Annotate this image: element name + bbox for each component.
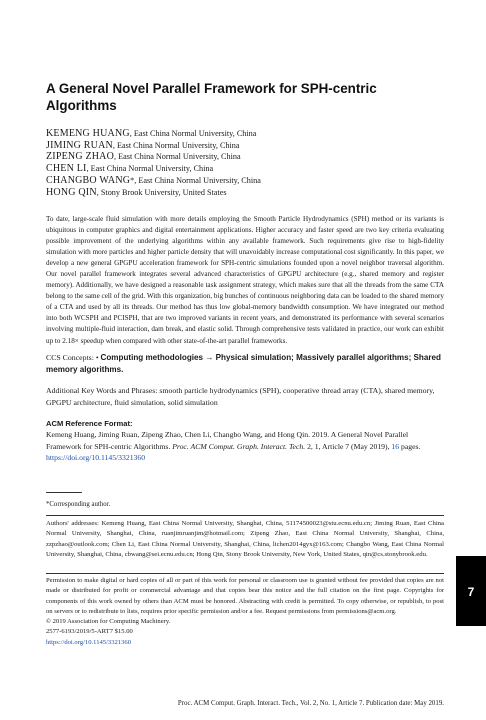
author-name: HONG QIN — [46, 186, 97, 198]
author-entry — [46, 175, 444, 187]
keywords: Additional Key Words and Phrases: smooth particle hydrodynamics (SPH), cooperative thread array (CTA), shared memory, GPGPU architecture, fluid simulation, solid simulation — [46, 386, 435, 407]
ccs-terms: Computing methodologies → Physical simulation; Massively parallel algorithms; Shared memory algorithms. — [46, 353, 441, 374]
reference-format — [46, 418, 444, 464]
author-addresses: Authors' addresses: Kemeng Huang, East China Normal University, Shanghai, China, 51174500023@stu.ecnu.edu.cn; Jiming Ruan, East China Normal University, Shanghai, China, ruanjimruanjim@hotmail.com; Zipeng Zhao, East China Normal University, Shanghai, China, zzpzhao@outlook.com; Chen Li, East China Normal University, Shanghai, China, lichen2014gyx@163.com; Changbo Wang, East China Normal University, Shanghai, China, cbwang@sei.ecnu.edu.cn; Hong Qin, Stony Brook University, New York, United States, qin@cs.stonybrook.edu. — [46, 520, 444, 558]
reference-journal: Proc. ACM Comput. Graph. Interact. Tech. — [172, 441, 306, 451]
reference-doi-link[interactable]: https://doi.org/10.1145/3321360 — [46, 453, 146, 463]
doi-link[interactable]: https://doi.org/10.1145/3321360 — [46, 638, 131, 646]
page-footer: Proc. ACM Comput. Graph. Interact. Tech., Vol. 2, No. 1, Article 7. Publication date: May 2019. — [177, 700, 444, 707]
author-entry — [46, 151, 444, 163]
addresses-divider — [46, 515, 444, 516]
reference-pages-link[interactable]: 16 — [391, 441, 400, 451]
author-name: CHEN LI — [46, 163, 87, 175]
reference-text — [46, 429, 444, 463]
author-affiliation: , East China Normal University, China — [129, 129, 257, 138]
permission-notice: Permission to make digital or hard copies of all or part of this work for personal or classroom use is granted without fee provided that copies are not made or distributed for profit or commercial advantage and that copies bear this notice and the full citation on the first page. Copyrights for components of this work owned by others than ACM must be honored. Abstracting with credit is permitted. To copy otherwise, or republish, to post on servers or to redistribute to lists, requires prior specific permission and/or a fee. Request permissions from permissions@acm.org. — [46, 577, 444, 615]
abstract: To date, large-scale fluid simulation with more details employing the Smooth Particle Hydrodynamics (SPH) method or its variants is ubiquitous in computer graphics and digital entertainment applications. Higher accuracy and faster speed are two key criteria evaluating possible improvement of the underlying algorithms within any available framework. Such requirements give rise to high-fidelity simulation with more particles and higher particle density that will unavoidably increase computational cost significantly. In this paper, we develop a new general GPGPU acceleration framework for SPH-centric simulations founded upon a novel neighbor traversal algorithm. Our novel parallel framework integrates several advanced characteristics of GPGPU architecture (e.g., shared memory and register memory). Additionally, we have designed a reasonable task assignment strategy, which makes sure that all the threads from the same CTA belong to the same cell of the grid. With this organization, big bunches of continuous neighboring data can be loaded to the shared memory of a CTA and used by all its threads. Our method has thus low global-memory bandwidth consumption. We have integrated our method into both WCSPH and PCISPH, that are two improved variants in recent years, and demonstrated its performance with several scenarios involving multiple-fluid interaction, dam break, and elastic solid. Through comprehensive tests validated in practice, our work can exhibit up to 2.18× speedup when compared with other state-of-the-art parallel frameworks. — [46, 215, 444, 345]
author-name: KEMENG HUANG — [46, 128, 130, 139]
article-number-tab — [456, 556, 486, 626]
author-affiliation: , East China Normal University, China — [114, 152, 241, 162]
copyright-line: © 2019 Association for Computing Machinery. — [46, 618, 171, 626]
author-affiliation: , East China Normal University, China — [112, 140, 240, 150]
footnote-divider — [46, 492, 82, 493]
corresponding-author-note: *Corresponding author. — [46, 501, 111, 508]
reference-volume: 2, 1, Article 7 (May 2019), — [305, 441, 392, 451]
author-name: JIMING RUAN — [46, 139, 113, 151]
permission-block — [46, 576, 444, 648]
author-name: CHANGBO WANG — [46, 174, 131, 186]
title-line-2: Algorithms — [46, 98, 117, 113]
issn-line: 2577-6193/2019/5-ART7 $15.00 — [46, 628, 133, 636]
permission-divider — [46, 573, 444, 574]
ccs-concepts — [46, 352, 444, 376]
author-entry — [46, 187, 444, 199]
author-affiliation: , Stony Brook University, United States — [96, 187, 227, 197]
author-name: ZIPENG ZHAO — [46, 151, 115, 163]
reference-pages-suffix: pages. — [399, 441, 421, 451]
author-entry — [46, 140, 444, 152]
author-entry — [46, 163, 444, 175]
reference-heading: ACM Reference Format: — [46, 419, 133, 428]
author-affiliation: , East China Normal University, China — [86, 164, 214, 174]
ccs-prefix: CCS Concepts: • — [46, 353, 99, 362]
author-affiliation: *, East China Normal University, China — [130, 175, 261, 185]
reference-authors-title: Kemeng Huang, Jiming Ruan, Zipeng Zhao, Chen Li, Changbo Wang, and Hong Qin. 2019. A General Novel Parallel Framework for SPH-centric Algorithms. — [46, 430, 409, 451]
author-entry — [46, 128, 444, 140]
title-line-1: A General Novel Parallel Framework for SPH-centric — [46, 81, 377, 96]
paper-title — [46, 80, 444, 114]
article-number: 7 — [467, 585, 475, 599]
author-list — [46, 128, 444, 198]
